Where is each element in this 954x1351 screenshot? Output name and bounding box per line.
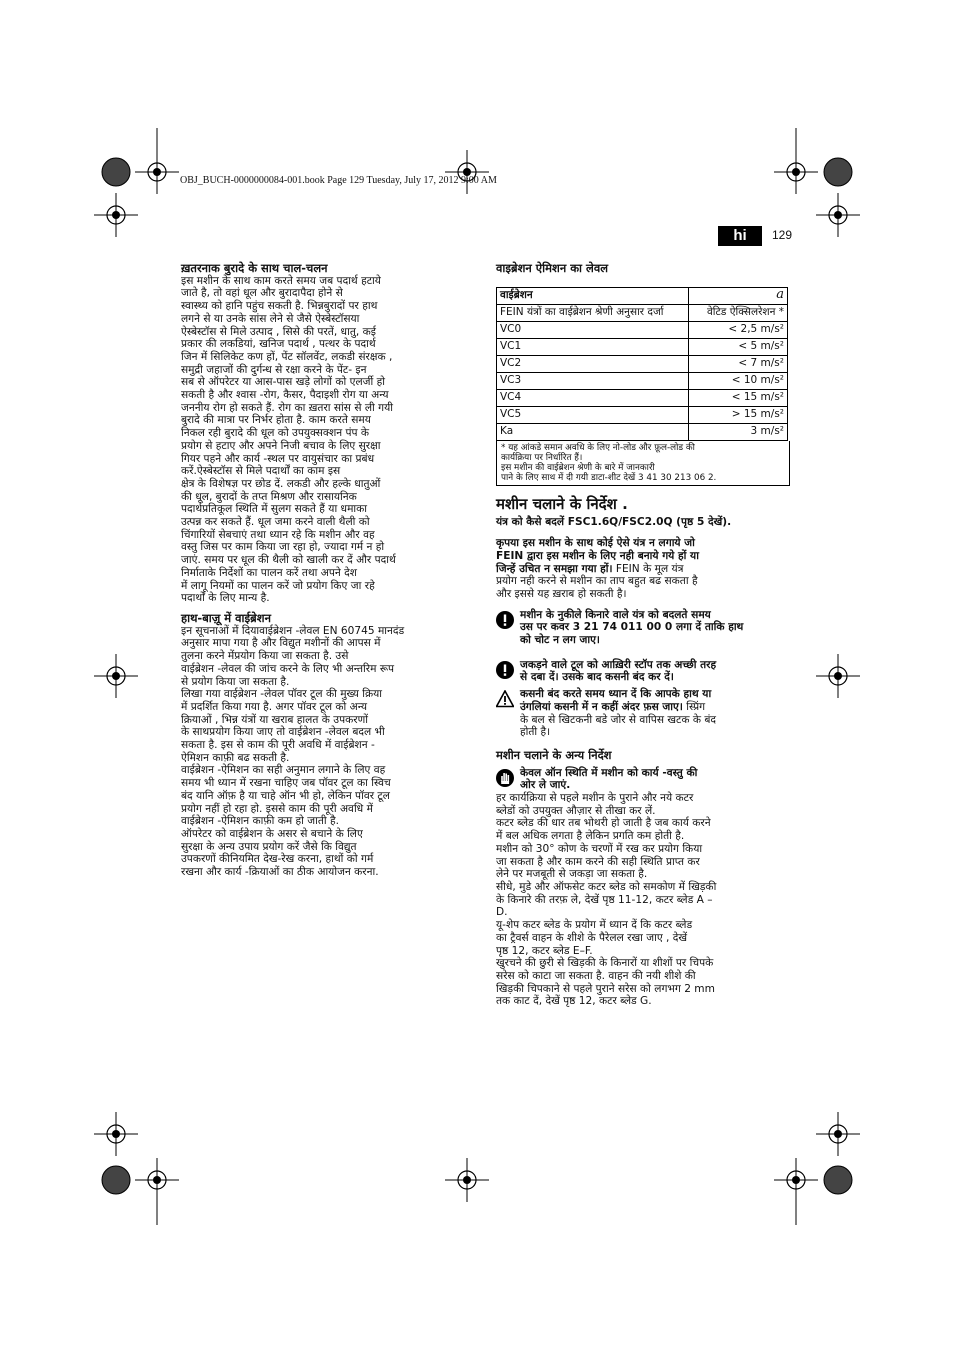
other-line: सरेस को काटा जा सकता है. वाहन की नयी शीशे की bbox=[496, 969, 696, 982]
dust-line: में लागू नियमों का पालन करें जो प्रयोग किए जा रहे bbox=[181, 579, 375, 592]
vib-line: सकता है. इस से काम की पूरी अवधि में वाईब्रेशन - bbox=[181, 739, 375, 752]
other-instructions-title: मशीन चलाने के अन्य निर्देश bbox=[496, 747, 612, 762]
vib-line: रखना और कार्य -क्रियाओं का ठीक आयोजन करना. bbox=[181, 866, 379, 879]
exclamation-circle-icon bbox=[496, 611, 514, 629]
value-cell: < 15 m/s² bbox=[689, 389, 788, 406]
table-footnote bbox=[496, 441, 790, 486]
vib-line: ऑपरेटर को वाईब्रेशन के असर से बचाने के लिए bbox=[181, 827, 363, 840]
left-column bbox=[181, 262, 476, 879]
class-cell: VC2 bbox=[497, 355, 689, 372]
table-row bbox=[497, 406, 788, 423]
dust-line: जननीय रोग हो सकते हैं. रोग का ख़तरा सांस से ली गयी bbox=[181, 401, 393, 414]
dust-line: बुरादे की मात्रा पर निर्भर होता है. काम करते समय bbox=[181, 414, 371, 427]
vib-line: ऐमिशन काफ़ी बढ सकती है. bbox=[181, 751, 290, 764]
other-line: खिड़की चिपकाने से पहले पुराने सरेस को लगभग 2 mm bbox=[496, 982, 715, 995]
warning-line: होती है। bbox=[520, 726, 551, 739]
class-cell: VC0 bbox=[497, 321, 689, 338]
other-line: D. bbox=[496, 906, 508, 919]
dust-line: निर्माताके निर्देशों का पालन करें तथा अपने देश bbox=[181, 566, 357, 579]
other-line: हर कार्यक्रिया से पहले मशीन के पुराने और नये कटर bbox=[496, 792, 694, 805]
vibration-section-title: हाथ-बाज़ू में वाईब्रेशन bbox=[181, 610, 271, 625]
vibration-paragraph bbox=[181, 625, 476, 879]
value-cell: < 2,5 m/s² bbox=[689, 321, 788, 338]
dust-section-title: ख़तरनाक बुरादे के साथ चाल-चलन bbox=[181, 261, 328, 275]
language-badge: hi bbox=[718, 226, 762, 246]
footnote-line: पाने के लिए साथ में दी गयी डाटा-शीट देखें 3 41 30 213 06 2. bbox=[501, 472, 717, 483]
dust-line: प्रकार की लकडियां, खनिज पदार्थ , पत्थर के पदार्थ bbox=[181, 338, 376, 351]
vib-line: के साथप्रयोग किया जाए तो वाईब्रेशन -लेवल बदल भी bbox=[181, 726, 385, 739]
vibration-table bbox=[496, 287, 788, 441]
class-cell: VC5 bbox=[497, 406, 689, 423]
dust-line: करें.ऐस्बेस्टॉस से मिले पदार्थों का काम इस bbox=[181, 465, 341, 478]
other-line: का ट्रैवर्स वाहन के शीशे के पैरेलल रखा जाए , देखें bbox=[496, 931, 688, 944]
dust-line: पदार्थप्रतिकूल स्थिति में सुलग सकते हैं या धमाका bbox=[181, 503, 368, 516]
dust-line: लगने से या उनके सांस लेने से जैसे ऐस्बेस्टॉसया bbox=[181, 312, 360, 325]
footnote-line: कार्यक्रिया पर निर्धारित हैं। bbox=[501, 452, 583, 463]
dust-line: ऐस्बेस्टॉस से मिले उत्पाद , सिसे की परतें, धातु, कई bbox=[181, 325, 376, 338]
change-mixed-rest: FEIN के मूल यंत्र bbox=[612, 562, 684, 575]
other-paragraph bbox=[496, 792, 791, 1008]
dust-line: उत्पन्न कर सकते हैं. धूल जमा करने वाली थैली को bbox=[181, 516, 370, 529]
class-cell: VC4 bbox=[497, 389, 689, 406]
warning-line: के बल से खिटकनी बडे जोर से वापिस खटक के बंद bbox=[520, 713, 717, 726]
warning-rest-part: स्प्रिंग bbox=[682, 700, 706, 713]
dust-line: सब से ऑपरेटर या आस-पास खड़े लोगों को एलर्जी हो bbox=[181, 376, 386, 389]
dust-line: क्षेत्र के विशेषज्ञ पर छोड दें. लकडी और हल्के धातुओं bbox=[181, 477, 381, 490]
exclamation-circle-icon bbox=[496, 661, 514, 679]
other-line: कटर ब्लेड की धार तब भोथरी हो जाती है जब कार्य करने bbox=[496, 817, 711, 830]
warning-line bbox=[520, 701, 791, 714]
warning-line: से दबा दें। उसके बाद कसनी बंद कर दें। bbox=[520, 671, 674, 684]
class-cell: VC1 bbox=[497, 338, 689, 355]
vib-line: सुरक्षा के अन्य उपाय प्रयोग करें जैसे कि विद्युत bbox=[181, 840, 357, 853]
value-cell: 3 m/s² bbox=[689, 423, 788, 440]
value-cell: < 7 m/s² bbox=[689, 355, 788, 372]
footnote-line: * यह आंकडे समान अवधि के लिए नो-लोड और फ़ूल-लोड की bbox=[501, 442, 695, 453]
dust-line: वस्तु जिस पर काम किया जा रहा हो, ज्यादा गर्म न हो bbox=[181, 541, 385, 554]
dust-line: जाएं. समय पर धूल की थैली को खाली कर दें और पदार्थ bbox=[181, 554, 396, 567]
change-bold-line: FEIN द्वारा इस मशीन के लिए नही बनाये गये हों या bbox=[496, 549, 699, 562]
dust-line: जिन में सिलिकेट कण हों, पेंट सॉलवेंट, लकडी संरक्षक , bbox=[181, 350, 393, 363]
change-tool-paragraph bbox=[496, 537, 791, 601]
table-header-symbol: a bbox=[689, 287, 788, 304]
other-line: खुरचने की छुरी से खिड़की के किनारों या शीशों पर चिपके bbox=[496, 957, 714, 970]
table-row bbox=[497, 321, 788, 338]
value-cell: < 10 m/s² bbox=[689, 372, 788, 389]
dust-line: पदार्थों के लिए मान्य है. bbox=[181, 592, 270, 605]
table-header-row bbox=[497, 287, 788, 304]
vib-line: इन सूचनाओं में दियावाईब्रेशन -लेवल EN 60745 मानदंड bbox=[181, 624, 405, 637]
tip-line: केवल ऑन स्थिति में मशीन को कार्य -वस्तु की bbox=[520, 766, 698, 779]
change-mixed-bold: जिन्हें उचित न समझा गया हों। bbox=[496, 562, 613, 575]
dust-line: चिंगारियों सेबचाएं तथा ध्यान रहे कि मशीन और वह bbox=[181, 528, 375, 541]
operation-section-title: मशीन चलाने के निर्देश . bbox=[496, 494, 628, 513]
other-line: ब्लेडों को उपयुक्त औज़ार से तीखा कर लें. bbox=[496, 804, 656, 817]
table-row bbox=[497, 372, 788, 389]
warning-line: जकड़ने वाले टूल को आख़िरी स्टॉप तक अच्छी तरह bbox=[520, 658, 717, 671]
warning-clamp bbox=[496, 659, 791, 684]
other-line: यू-शेप कटर ब्लेड के प्रयोग में ध्यान दें कि कटर ब्लेड bbox=[496, 919, 693, 932]
class-cell: VC3 bbox=[497, 372, 689, 389]
vib-line: समय भी ध्यान में रखना चाहिए जब पॉवर टूल का स्विच bbox=[181, 777, 391, 790]
class-cell: Ka bbox=[497, 423, 689, 440]
other-line: लेने पर मजबूती से जकड़ा जा सकता है. bbox=[496, 868, 648, 881]
other-line: सीधे, मुडे और ऑफसेट कटर ब्लेड को समकोण में खिड़की bbox=[496, 880, 717, 893]
other-line: मशीन को 30° कोण के चरणों में रख कर प्रयोग किया bbox=[496, 842, 703, 855]
table-row bbox=[497, 355, 788, 372]
change-bold-line: कृपया इस मशीन के साथ कोई ऐसे यंत्र न लगाये जो bbox=[496, 537, 695, 550]
vib-line: से प्रयोग किया जा सकता है. bbox=[181, 675, 290, 688]
page-number: 129 bbox=[772, 228, 793, 242]
table-row bbox=[497, 389, 788, 406]
other-line: तक काट दें, देखें पृष्ठ 12, कटर ब्लेड G. bbox=[496, 995, 652, 1008]
right-column bbox=[496, 262, 791, 1008]
vib-line: वाईब्रेशन -ऐमिशन का सही अनुमान लगाने के लिए वह bbox=[181, 764, 386, 777]
warning-line: उस पर कवर 3 21 74 011 00 0 लगा दें ताकि हाथ bbox=[520, 621, 744, 634]
warning-line: मशीन के नुकीले किनारे वाले यंत्र को बदलते समय bbox=[520, 608, 711, 621]
file-info-line: OBJ_BUCH-0000000084-001.book Page 129 Tuesday, July 17, 2012 9:00 AM bbox=[180, 175, 497, 186]
value-cell: > 15 m/s² bbox=[689, 406, 788, 423]
other-line: पृष्ठ 12, कटर ब्लेड E–F. bbox=[496, 944, 593, 957]
vib-line: वाईब्रेशन -ऐमिशन काफ़ी कम हो जाती है. bbox=[181, 815, 340, 828]
vib-line: लिखा गया वाईब्रेशन -लेवल पॉवर टूल की मुख्य क्रिया bbox=[181, 688, 383, 701]
table-header-label: वाईब्रेशन bbox=[497, 287, 689, 304]
change-tool-title: यंत्र को कैसे बदलें FSC1.6Q/FSC2.0Q (पृष्ठ 5 देखें). bbox=[496, 516, 732, 529]
value-cell: < 5 m/s² bbox=[689, 338, 788, 355]
warning-line: कसनी बंद करते समय ध्यान दें कि आपके हाथ या bbox=[520, 688, 712, 701]
warning-bold-part: उंगलियां कसनी में न कहीं अंदर फ़स जाए। bbox=[520, 700, 683, 713]
vib-line: बंद यानि ऑफ़ है या चाहे ऑन भी हो, लेकिन पॉवर टूल bbox=[181, 789, 390, 802]
warning-fingers bbox=[496, 688, 791, 739]
tip-line: ओर ले जाएं. bbox=[520, 779, 571, 792]
other-line: जा सकता है और काम करने की सही स्थिति प्राप्त कर bbox=[496, 855, 700, 868]
table-title: वाइब्रेशन ऐमिशन का लेवल bbox=[496, 261, 609, 275]
hand-icon bbox=[496, 769, 514, 787]
vib-line: तुलना करने मेंप्रयोग किया जा सकता है. उसे bbox=[181, 650, 349, 663]
change-mixed-line bbox=[496, 563, 791, 576]
vib-line: अनुसार मापा गया है और विद्युत मशीनों की आपस में bbox=[181, 637, 381, 650]
dust-line: सकती है और श्वास -रोग, कैसर, पैदाइशी रोग या अन्य bbox=[181, 389, 389, 402]
table-sub-row bbox=[497, 304, 788, 321]
tip-workpiece bbox=[496, 767, 791, 792]
dust-line: प्रयोग से हटाए और अपने निजी बचाव के लिए सुरक्षा bbox=[181, 439, 381, 452]
vib-line: वाईब्रेशन -लेवल की जांच करने के लिए भी अन्तरिम रूप bbox=[181, 662, 395, 675]
dust-paragraph bbox=[181, 275, 476, 605]
table-row bbox=[497, 338, 788, 355]
dust-line: स्वास्थ्य को हानि पहुंच सकती है. भिन्नबुरादों पर हाथ bbox=[181, 300, 378, 313]
warning-triangle-icon bbox=[496, 690, 514, 708]
table-sub-label: FEIN यंत्रों का वाईब्रेशन श्रेणी अनुसार दर्जा bbox=[497, 304, 689, 321]
other-line: के किनारे की तरफ़ ले, देखें पृष्ठ 11-12, कटर ब्लेड A – bbox=[496, 893, 713, 906]
footnote-line: इस मशीन की वाईब्रेशन श्रेणी के बारे में जानकारी bbox=[501, 462, 655, 473]
vib-line: उपकरणों कीनियमित देख-रेख करना, हाथों को गर्म bbox=[181, 853, 374, 866]
dust-line: समुद्री जहाजों की दुर्गन्ध से रक्षा करने के पेंट- इन bbox=[181, 363, 367, 376]
table-sub-value: वेटिड ऐक्सिलरेशन * bbox=[689, 304, 788, 321]
dust-line: इस मशीन के साथ काम करते समय जब पदार्थ हटाये bbox=[181, 274, 381, 287]
dust-line: गियर पहने और कार्य -स्थल पर वायुसंचार का प्रबंध bbox=[181, 452, 375, 465]
table-row bbox=[497, 423, 788, 440]
change-line: और इससे यह ख़राब हो सकती है। bbox=[496, 587, 627, 600]
vib-line: क्रियाओं , भिन्न यंत्रों या खराब हालत के उपकरणों bbox=[181, 713, 368, 726]
warning-line: को चोट न लग जाए। bbox=[520, 634, 600, 647]
vib-line: में प्रदर्शित किया गया है. अगर पॉवर टूल को अन्य bbox=[181, 700, 368, 713]
warning-cover bbox=[496, 609, 791, 647]
change-line: प्रयोग नही करने से मशीन का ताप बहुत बढ सकता है bbox=[496, 575, 698, 588]
dust-line: निकल रही बुरादे की धूल को उपयुक्सक्शन पंप के bbox=[181, 427, 370, 440]
dust-line: जाते है, तो वहां धूल और बुरादापैदा होने से bbox=[181, 287, 343, 300]
vib-line: प्रयोग नहीं हो रहा हो. इससे काम की पूरी अवधि में bbox=[181, 802, 373, 815]
other-line: में बल अधिक लगता है लेकिन प्रगति कम होती है. bbox=[496, 830, 685, 843]
dust-line: की धूल, बुरादों के तप्त मिश्रण और रासायनिक bbox=[181, 490, 357, 503]
